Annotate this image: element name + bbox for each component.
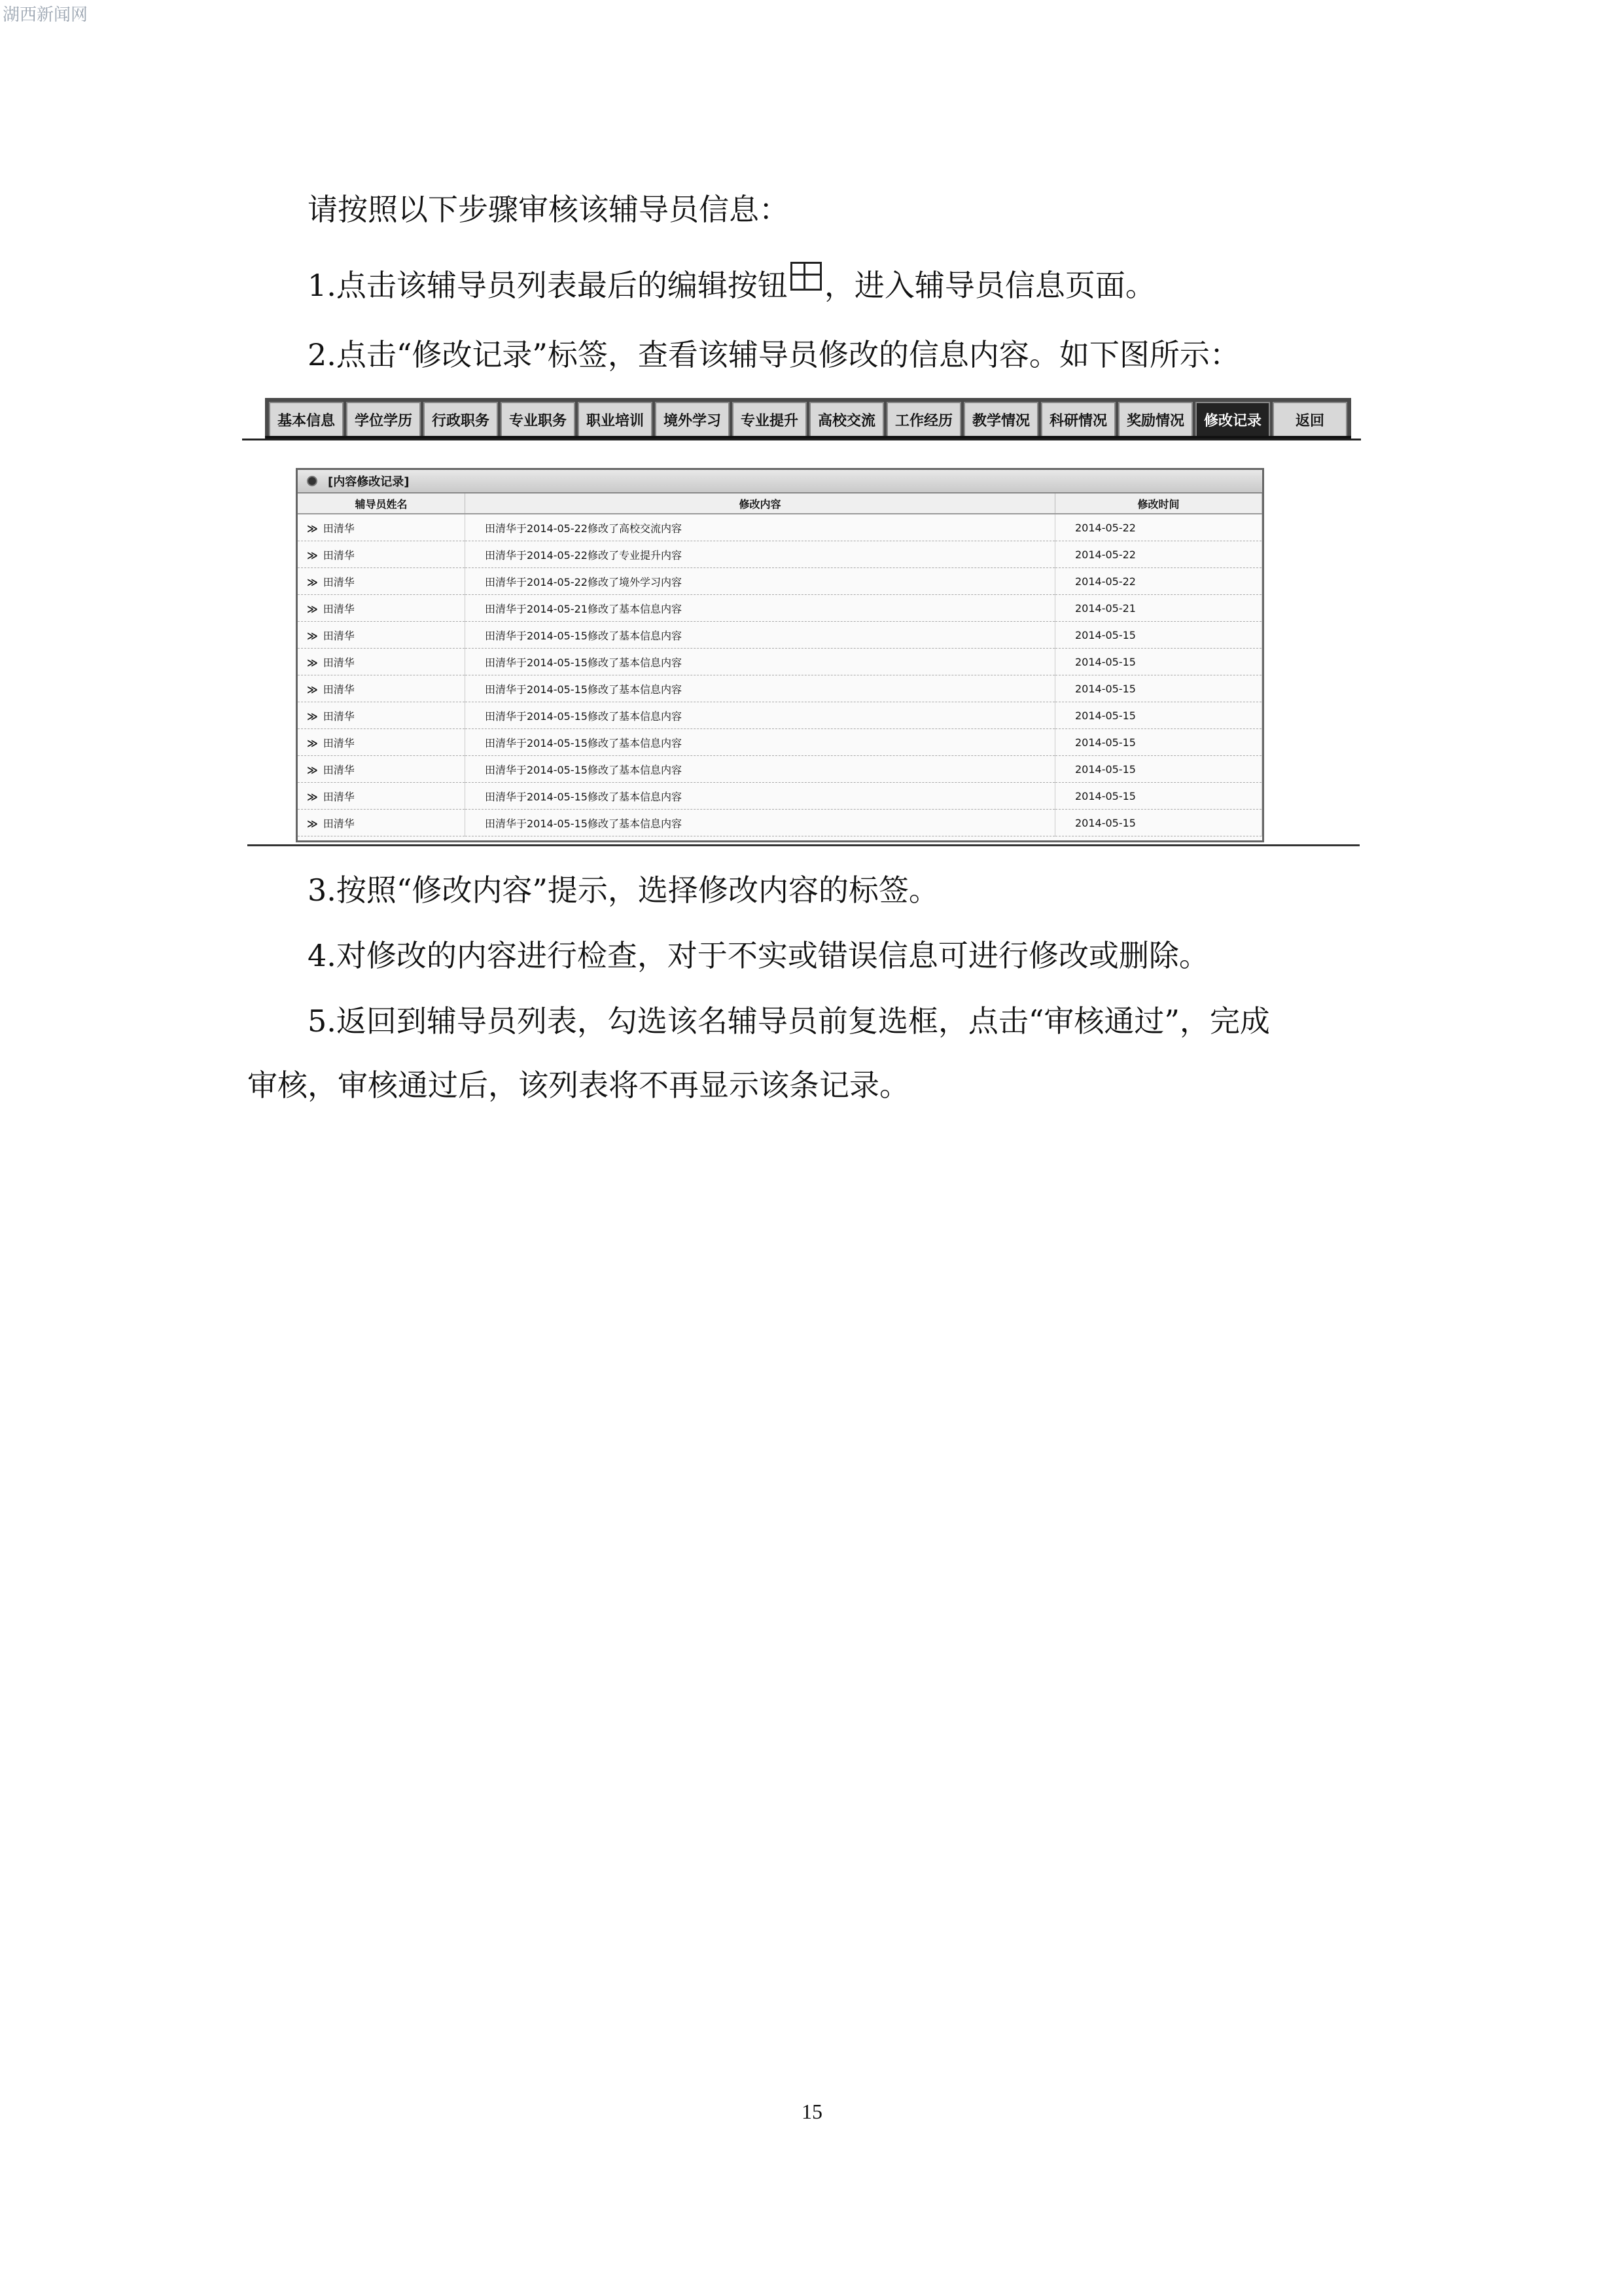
- double-chevron-icon: ≫: [307, 656, 318, 669]
- table-row[interactable]: [298, 756, 1262, 783]
- modification-time: 2014-05-22: [1055, 541, 1262, 568]
- step-1: [308, 262, 1156, 305]
- modification-content: 田清华于2014-05-22修改了专业提升内容: [465, 541, 1055, 568]
- modification-content: 田清华于2014-05-15修改了基本信息内容: [465, 702, 1055, 729]
- tab-11[interactable]: 奖励情况: [1118, 402, 1193, 436]
- table-row[interactable]: [298, 729, 1262, 756]
- tab-4[interactable]: 职业培训: [578, 402, 652, 436]
- records-table: [298, 493, 1262, 836]
- double-chevron-icon: ≫: [307, 736, 318, 749]
- panel-title: [内容修改记录]: [328, 475, 410, 489]
- row-name-cell: [298, 514, 465, 541]
- step-5-line-2: 审核，审核通过后，该列表将不再显示该条记录。: [247, 1067, 909, 1103]
- tab-10[interactable]: 科研情况: [1041, 402, 1116, 436]
- modification-time: 2014-05-22: [1055, 568, 1262, 595]
- modification-time: 2014-05-15: [1055, 649, 1262, 675]
- counselor-name: 田清华: [323, 602, 355, 615]
- row-name-cell: [298, 702, 465, 729]
- step-5-line-1: 5.返回到辅导员列表，勾选该名辅导员前复选框，点击“审核通过”，完成: [308, 1003, 1270, 1039]
- modification-time: 2014-05-21: [1055, 595, 1262, 622]
- row-name-cell: [298, 810, 465, 836]
- modification-content: 田清华于2014-05-15修改了基本信息内容: [465, 756, 1055, 783]
- panel-divider: [247, 844, 1360, 846]
- counselor-name: 田清华: [323, 817, 355, 830]
- table-row[interactable]: [298, 649, 1262, 675]
- double-chevron-icon: ≫: [307, 709, 318, 723]
- modification-content: 田清华于2014-05-15修改了基本信息内容: [465, 622, 1055, 649]
- step-3: 3.按照“修改内容”提示，选择修改内容的标签。: [308, 872, 939, 908]
- counselor-name: 田清华: [323, 575, 355, 588]
- modification-time: 2014-05-15: [1055, 702, 1262, 729]
- counselor-name: 田清华: [323, 629, 355, 642]
- tab-9[interactable]: 教学情况: [964, 402, 1038, 436]
- tab-6[interactable]: 专业提升: [732, 402, 807, 436]
- step-1-text-after: ，进入辅导员信息页面。: [824, 268, 1156, 303]
- double-chevron-icon: ≫: [307, 548, 318, 562]
- modification-time: 2014-05-15: [1055, 729, 1262, 756]
- table-row[interactable]: [298, 783, 1262, 810]
- tab-bar: [265, 398, 1351, 439]
- row-name-cell: [298, 675, 465, 702]
- counselor-name: 田清华: [323, 548, 355, 562]
- modification-records-panel: [296, 468, 1264, 842]
- row-name-cell: [298, 541, 465, 568]
- collapse-circle-icon[interactable]: [307, 476, 317, 486]
- double-chevron-icon: ≫: [307, 683, 318, 696]
- row-name-cell: [298, 568, 465, 595]
- tab-12[interactable]: 修改记录: [1195, 402, 1270, 436]
- modification-time: 2014-05-15: [1055, 622, 1262, 649]
- modification-content: 田清华于2014-05-15修改了基本信息内容: [465, 675, 1055, 702]
- counselor-name: 田清华: [323, 709, 355, 723]
- counselor-name: 田清华: [323, 790, 355, 803]
- counselor-name: 田清华: [323, 763, 355, 776]
- tab-bar-divider: [242, 439, 1361, 440]
- row-name-cell: [298, 783, 465, 810]
- step-4: 4.对修改的内容进行检查，对于不实或错误信息可进行修改或删除。: [308, 938, 1209, 973]
- panel-header: [298, 470, 1262, 493]
- counselor-name: 田清华: [323, 656, 355, 669]
- table-row[interactable]: [298, 702, 1262, 729]
- tab-3[interactable]: 专业职务: [501, 402, 575, 436]
- modification-content: 田清华于2014-05-15修改了基本信息内容: [465, 649, 1055, 675]
- table-header-row: [298, 493, 1262, 514]
- tab-1[interactable]: 学位学历: [346, 402, 421, 436]
- column-header-time: 修改时间: [1055, 493, 1262, 514]
- modification-content: 田清华于2014-05-22修改了境外学习内容: [465, 568, 1055, 595]
- modification-content: 田清华于2014-05-15修改了基本信息内容: [465, 729, 1055, 756]
- tab-5[interactable]: 境外学习: [655, 402, 730, 436]
- modification-time: 2014-05-22: [1055, 514, 1262, 541]
- column-header-content: 修改内容: [465, 493, 1055, 514]
- column-header-name: 辅导员姓名: [298, 493, 465, 514]
- modification-content: 田清华于2014-05-21修改了基本信息内容: [465, 595, 1055, 622]
- table-row[interactable]: [298, 541, 1262, 568]
- intro-text: 请按照以下步骤审核该辅导员信息：: [308, 192, 789, 227]
- modification-time: 2014-05-15: [1055, 810, 1262, 836]
- table-row[interactable]: [298, 622, 1262, 649]
- modification-time: 2014-05-15: [1055, 783, 1262, 810]
- double-chevron-icon: ≫: [307, 817, 318, 830]
- modification-content: 田清华于2014-05-22修改了高校交流内容: [465, 514, 1055, 541]
- tab-8[interactable]: 工作经历: [887, 402, 961, 436]
- table-row[interactable]: [298, 675, 1262, 702]
- modification-time: 2014-05-15: [1055, 675, 1262, 702]
- table-row[interactable]: [298, 595, 1262, 622]
- table-row[interactable]: [298, 568, 1262, 595]
- row-name-cell: [298, 649, 465, 675]
- watermark: 湖西新闻网: [3, 5, 88, 25]
- table-edit-icon: [790, 262, 822, 291]
- double-chevron-icon: ≫: [307, 602, 318, 615]
- counselor-name: 田清华: [323, 683, 355, 696]
- row-name-cell: [298, 729, 465, 756]
- double-chevron-icon: ≫: [307, 575, 318, 588]
- tab-13[interactable]: 返回: [1273, 402, 1347, 436]
- row-name-cell: [298, 756, 465, 783]
- counselor-name: 田清华: [323, 736, 355, 749]
- tab-7[interactable]: 高校交流: [809, 402, 884, 436]
- table-row[interactable]: [298, 810, 1262, 836]
- double-chevron-icon: ≫: [307, 629, 318, 642]
- counselor-name: 田清华: [323, 522, 355, 535]
- step-2: 2.点击“修改记录”标签，查看该辅导员修改的信息内容。如下图所示：: [308, 337, 1240, 372]
- double-chevron-icon: ≫: [307, 763, 318, 776]
- table-row[interactable]: [298, 514, 1262, 541]
- row-name-cell: [298, 595, 465, 622]
- modification-content: 田清华于2014-05-15修改了基本信息内容: [465, 810, 1055, 836]
- row-name-cell: [298, 622, 465, 649]
- modification-time: 2014-05-15: [1055, 756, 1262, 783]
- double-chevron-icon: ≫: [307, 790, 318, 803]
- page-number: 15: [802, 2100, 822, 2123]
- double-chevron-icon: ≫: [307, 522, 318, 535]
- records-body: [298, 514, 1262, 836]
- modification-content: 田清华于2014-05-15修改了基本信息内容: [465, 783, 1055, 810]
- step-1-text-before: 1.点击该辅导员列表最后的编辑按钮: [308, 268, 788, 303]
- tab-0[interactable]: 基本信息: [269, 402, 344, 436]
- tab-2[interactable]: 行政职务: [423, 402, 498, 436]
